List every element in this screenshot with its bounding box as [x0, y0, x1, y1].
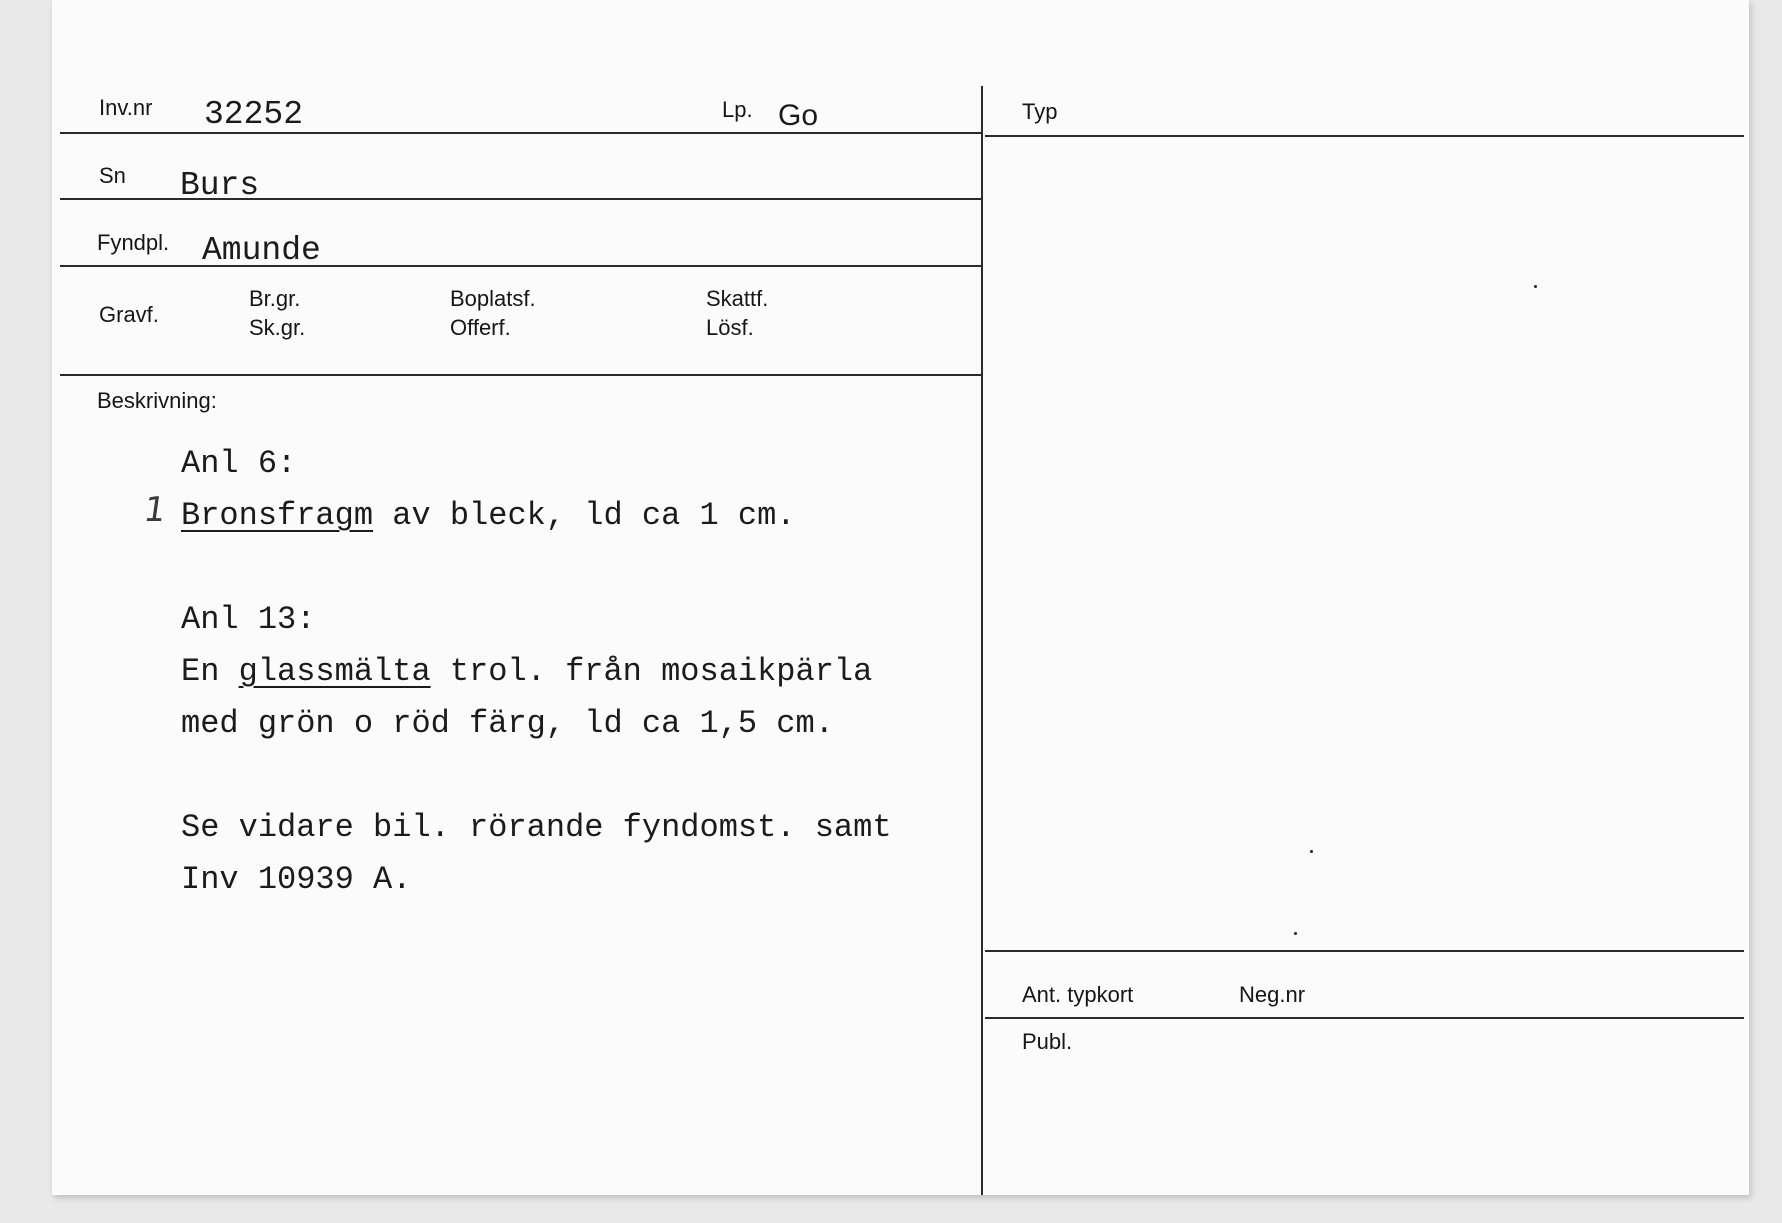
paper-speck [1534, 285, 1537, 288]
label-neg-nr: Neg.nr [1239, 982, 1306, 1007]
rule-inv [60, 132, 981, 134]
label-br-gr: Br.gr. [249, 286, 301, 311]
desc-text: av bleck, ld ca 1 cm. [373, 497, 796, 534]
rule-typ-bottom [985, 950, 1744, 952]
label-boplatsf: Boplatsf. [450, 286, 536, 311]
label-lp: Lp. [722, 97, 753, 122]
desc-line [181, 490, 981, 542]
rule-ant [985, 1017, 1744, 1019]
label-publ: Publ. [1022, 1029, 1073, 1054]
label-typ: Typ [1022, 99, 1058, 124]
value-lp: Go [778, 99, 819, 132]
label-skattf: Skattf. [706, 286, 769, 311]
desc-blank-line [181, 542, 981, 594]
desc-line: Anl 6: [181, 445, 297, 482]
value-inv-nr: 32252 [204, 96, 304, 133]
value-fyndpl: Amunde [202, 232, 321, 269]
label-offerf: Offerf. [450, 315, 511, 340]
desc-line: Se vidare bil. rörande fyndomst. samt [181, 809, 892, 846]
value-sn: Burs [180, 167, 260, 204]
desc-line: Anl 13: [181, 601, 316, 638]
desc-blank-line [181, 750, 981, 802]
rule-typ [985, 135, 1744, 137]
label-fyndpl: Fyndpl. [97, 230, 170, 255]
desc-underlined: Bronsfragm [181, 497, 374, 534]
label-gravf: Gravf. [99, 302, 159, 327]
label-ant-typkort: Ant. typkort [1022, 982, 1134, 1007]
desc-line: Inv 10939 A. [181, 861, 412, 898]
label-beskrivning: Beskrivning: [97, 388, 217, 413]
label-sk-gr: Sk.gr. [249, 315, 306, 340]
desc-text: trol. från mosaikpärla [430, 653, 873, 690]
paper-speck [1310, 850, 1313, 853]
handwritten-number: 1 [141, 490, 169, 530]
rule-fyndpl [60, 265, 981, 267]
paper-speck [1294, 932, 1297, 935]
rule-sn [60, 198, 981, 200]
desc-line [181, 646, 981, 698]
desc-line: med grön o röd färg, ld ca 1,5 cm. [181, 705, 834, 742]
label-inv-nr: Inv.nr [99, 95, 153, 120]
column-divider [981, 86, 983, 1195]
label-losf: Lösf. [706, 315, 754, 340]
desc-text: En [181, 653, 239, 690]
rule-category [60, 374, 981, 376]
label-sn: Sn [99, 163, 126, 188]
desc-underlined: glassmälta [238, 653, 431, 690]
description-text [181, 438, 981, 906]
